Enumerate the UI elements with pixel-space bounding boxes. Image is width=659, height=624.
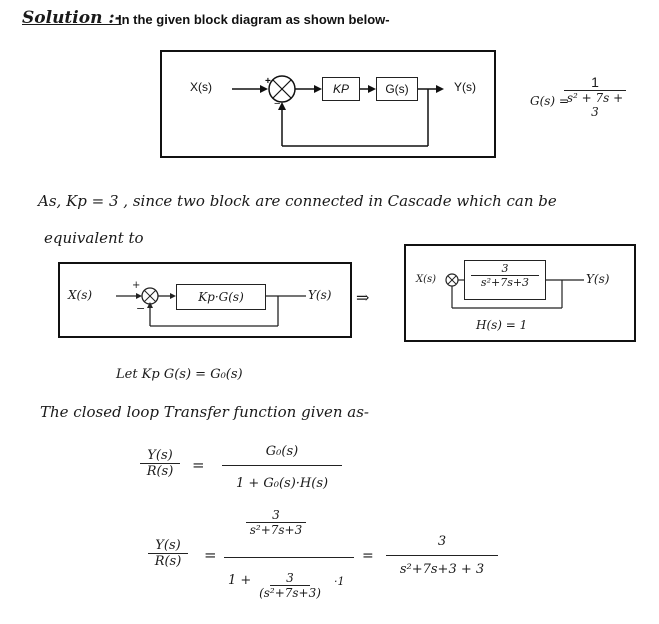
diagram-1-plus-sign: +	[265, 76, 271, 87]
diagram-3-denominator: s²+7s+3	[480, 276, 530, 289]
eq2-top-den: s²+7s+3	[249, 523, 303, 537]
eq1-equals: =	[192, 456, 205, 474]
block-diagram-2	[58, 262, 352, 338]
gs-numerator: 1	[591, 74, 599, 90]
eq2-lhs	[148, 538, 188, 569]
feedback-label: H(s) = 1	[476, 318, 528, 332]
eq2-bottom-prefix: 1 +	[228, 573, 252, 588]
intro-text: In the given block diagram as shown below-	[118, 12, 390, 27]
diagram-1-minus-sign: −	[274, 98, 281, 110]
let-statement: Let Kp G(s) = G₀(s)	[116, 367, 243, 382]
eq2-top-fraction	[236, 508, 316, 537]
gs-denominator: s² + 7s + 3	[566, 91, 624, 119]
cascade-statement-line-1: As, Kp = 3 , since two block are connected in Cascade which can be	[38, 192, 557, 210]
diagram-1-input-label: X(s)	[190, 80, 212, 94]
eq2-result-bar	[386, 555, 498, 556]
eq1-lhs-num: Y(s)	[147, 448, 173, 463]
diagram-2-plus-sign: +	[132, 280, 141, 291]
eq2-result-fraction	[386, 534, 498, 577]
eq1-rhs-num: G₀(s)	[265, 444, 299, 459]
diagram-3-output-label: Y(s)	[586, 272, 610, 286]
diagram-1-output-label: Y(s)	[454, 80, 476, 94]
eq2-bottom-den: (s²+7s+3)	[259, 586, 321, 600]
eq2-lhs-den: R(s)	[154, 554, 182, 569]
diagram-2-input-label: X(s)	[68, 288, 93, 302]
eq2-result-den: s²+7s+3 + 3	[399, 562, 485, 577]
block-diagram-1	[160, 50, 496, 158]
closed-loop-block	[464, 260, 546, 300]
eq2-bottom-num: 3	[286, 571, 294, 585]
block-diagram-3	[404, 244, 636, 342]
diagram-1-lines	[162, 52, 498, 160]
eq2-top-num: 3	[272, 508, 280, 522]
eq2-main-bar	[224, 557, 354, 558]
diagram-2-output-label: Y(s)	[308, 288, 332, 302]
eq2-equals-2: =	[362, 548, 374, 564]
diagram-3-numerator: 3	[501, 262, 509, 275]
eq1-lhs	[140, 448, 180, 479]
gs-definition-fraction	[564, 74, 626, 119]
closed-loop-statement: The closed loop Transfer function given as-	[40, 403, 370, 421]
eq2-lhs-num: Y(s)	[155, 538, 181, 553]
eq1-lhs-den: R(s)	[146, 464, 174, 479]
g-block: G(s)	[376, 77, 418, 101]
diagram-2-minus-sign: −	[136, 302, 146, 315]
eq1-rhs-den: 1 + G₀(s)·H(s)	[235, 476, 329, 491]
eq2-bottom-suffix: ·1	[334, 575, 345, 588]
kp-block: KP	[322, 77, 360, 101]
kp-g-block: Kp·G(s)	[176, 284, 266, 310]
eq2-bottom-fraction	[250, 571, 330, 600]
implies-arrow: ⇒	[356, 288, 370, 307]
eq2-result-num: 3	[437, 534, 447, 549]
gs-definition-lhs: G(s) =	[530, 94, 569, 108]
eq1-rhs	[222, 444, 342, 491]
solution-heading: Solution :-	[22, 8, 122, 28]
eq2-equals: =	[204, 546, 217, 564]
eq1-rhs-bar	[222, 465, 342, 466]
diagram-3-input-label: X(s)	[416, 274, 437, 285]
cascade-statement-line-2: equivalent to	[44, 229, 144, 247]
